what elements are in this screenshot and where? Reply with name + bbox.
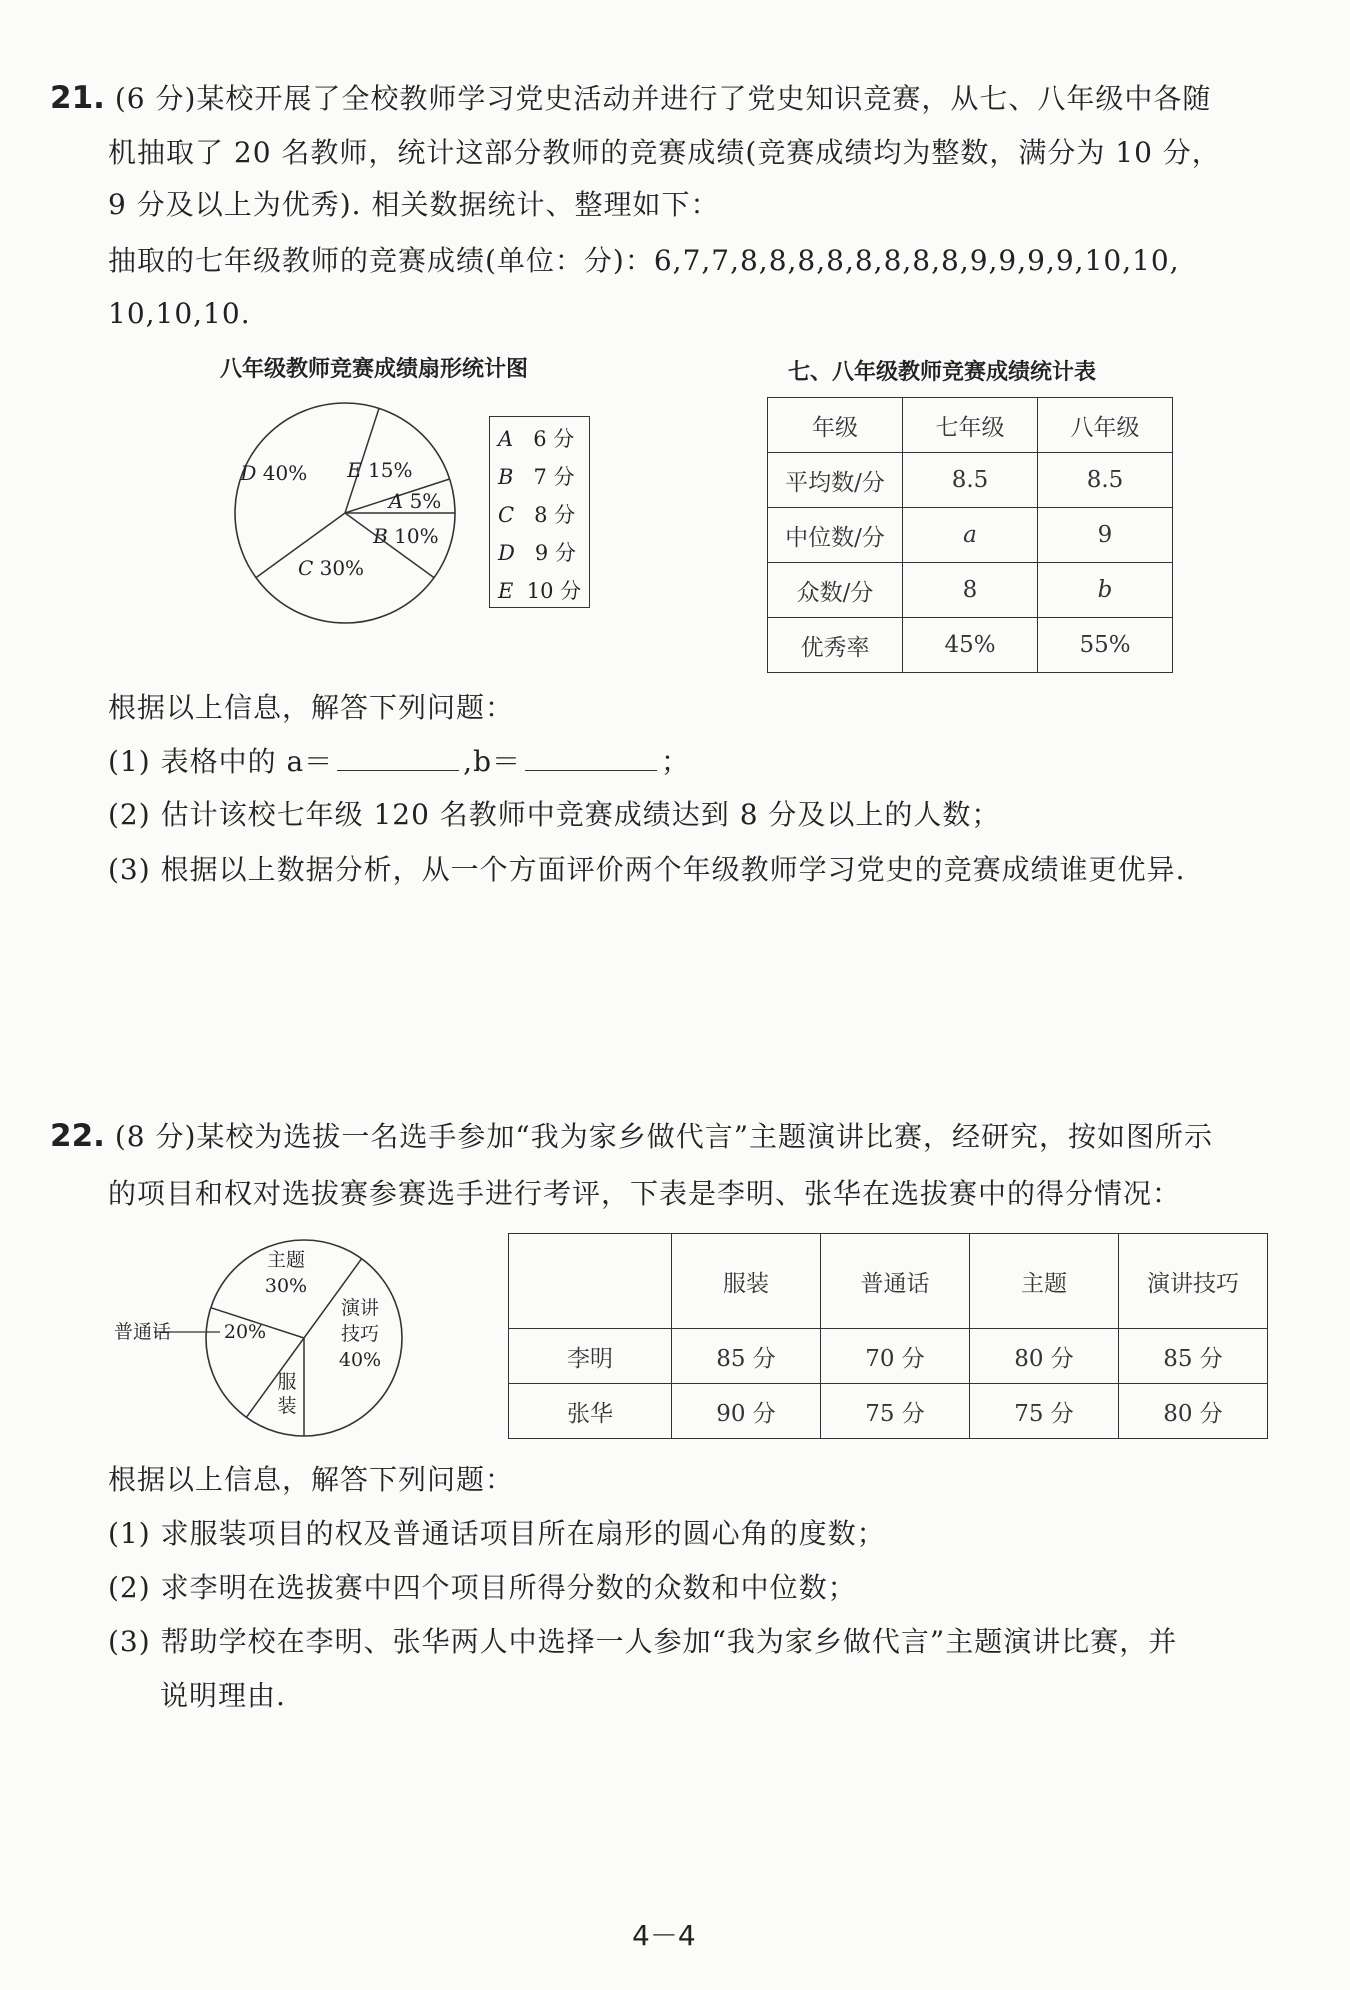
pie-slice-label-a: A 5% [388, 488, 442, 513]
table-cell: 85 分 [672, 1329, 821, 1384]
q21-text-1: (6 分)某校开展了全校教师学习党史活动并进行了党史知识竞赛，从七、八年级中各随 [114, 82, 1212, 115]
table-cell: 服装 [672, 1234, 821, 1329]
q21-line-4: 抽取的七年级教师的竞赛成绩(单位：分)：6,7,7,8,8,8,8,8,8,8,8,9,9,9,9,10,10, [108, 244, 1180, 277]
table-row [768, 618, 1173, 673]
table-cell: 张华 [509, 1384, 672, 1439]
pie-slice-label-d: D 40% [240, 460, 308, 485]
table-cell: 七年级 [903, 398, 1038, 453]
q22-number: 22. [50, 1118, 105, 1154]
q22-sub-3: (3) 帮助学校在李明、张华两人中选择一人参加“我为家乡做代言”主题演讲比赛，并 [108, 1625, 1178, 1658]
pie-slice-label-speech-skill: 技巧 [340, 1323, 380, 1345]
table-cell: 中位数/分 [768, 508, 903, 563]
table-cell: 8 [903, 563, 1038, 618]
q21-sub-2: (2) 估计该校七年级 120 名教师中竞赛成绩达到 8 分及以上的人数； [108, 798, 1001, 831]
table-cell: 75 分 [970, 1384, 1119, 1439]
q21-line-5: 10,10,10. [108, 297, 251, 330]
q22-sub-1: (1) 求服装项目的权及普通话项目所在扇形的圆心角的度数； [108, 1517, 886, 1550]
table-cell: b [1038, 563, 1173, 618]
answer-blank-b[interactable] [525, 744, 657, 771]
q22-text-1: (8 分)某校为选拔一名选手参加“我为家乡做代言”主题演讲比赛，经研究，按如图所示 [114, 1120, 1214, 1153]
q21-sub-1: (1) 表格中的 a＝ ,b＝ ； [108, 745, 691, 778]
score-table [508, 1233, 1268, 1439]
q21-line-3: 9 分及以上为优秀). 相关数据统计、整理如下： [108, 188, 720, 221]
q22-line-1 [50, 1118, 1213, 1155]
table-cell: 75 分 [821, 1384, 970, 1439]
pie-slice-label-b: B 10% [373, 524, 439, 549]
answer-blank-a[interactable] [337, 744, 459, 771]
q22-line-2: 的项目和权对选拔赛参赛选手进行考评，下表是李明、张华在选拔赛中的得分情况： [108, 1177, 1182, 1210]
table-cell: 55% [1038, 618, 1173, 673]
legend-item-e: E 10 分 [498, 579, 582, 603]
grade-stats-table [767, 397, 1173, 673]
table-cell: 45% [903, 618, 1038, 673]
q21-pie-title: 八年级教师竞赛成绩扇形统计图 [220, 357, 529, 382]
table-cell: 主题 [970, 1234, 1119, 1329]
table-cell: 平均数/分 [768, 453, 903, 508]
pie-slice-value-mandarin: 20% [223, 1321, 267, 1343]
table-cell: 年级 [768, 398, 903, 453]
pie-slice-label-clothing: 装 [277, 1395, 297, 1417]
pie-slice-label-c: C 30% [297, 556, 365, 580]
table-cell: a [903, 508, 1038, 563]
table-cell [509, 1234, 672, 1329]
legend-item-a: A 6 分 [498, 427, 575, 451]
q21-number: 21. [50, 80, 105, 116]
table-cell: 80 分 [1119, 1384, 1268, 1439]
pie-slice-label-speech-skill: 演讲 [340, 1297, 380, 1319]
q21-line-1 [50, 80, 1211, 117]
q22-intro: 根据以上信息，解答下列问题： [108, 1463, 515, 1496]
table-row [509, 1384, 1268, 1439]
legend-item-d: D 9 分 [498, 541, 576, 565]
pie-slice-label-e: E 15% [347, 458, 413, 483]
table-cell: 70 分 [821, 1329, 970, 1384]
table-row [768, 453, 1173, 508]
weights-pie-chart [110, 1238, 430, 1438]
table-cell: 八年级 [1038, 398, 1173, 453]
table-cell: 李明 [509, 1329, 672, 1384]
table-row [768, 398, 1173, 453]
q21-line-2: 机抽取了 20 名教师，统计这部分教师的竞赛成绩(竞赛成绩均为整数，满分为 10 分， [108, 136, 1221, 169]
table-cell: 85 分 [1119, 1329, 1268, 1384]
table-row [509, 1234, 1268, 1329]
q22-sub-2: (2) 求李明在选拔赛中四个项目所得分数的众数和中位数； [108, 1571, 857, 1604]
table-row [768, 563, 1173, 618]
table-row [509, 1329, 1268, 1384]
pie-slice-label-clothing: 服 [277, 1371, 297, 1393]
table-cell: 8.5 [1038, 453, 1173, 508]
grade8-pie-chart [230, 400, 460, 630]
table-row [768, 508, 1173, 563]
pie-slice-label-theme: 30% [264, 1275, 308, 1297]
pie-slice-label-theme: 主题 [266, 1249, 306, 1271]
q21-intro: 根据以上信息，解答下列问题： [108, 691, 515, 724]
table-cell: 普通话 [821, 1234, 970, 1329]
legend-item-c: C 8 分 [498, 503, 576, 527]
pie-slice-label-mandarin: 普通话 [114, 1321, 172, 1343]
table-cell: 8.5 [903, 453, 1038, 508]
table-cell: 9 [1038, 508, 1173, 563]
pie-slice-label-speech-skill: 40% [338, 1349, 382, 1371]
table-cell: 众数/分 [768, 563, 903, 618]
table-cell: 演讲技巧 [1119, 1234, 1268, 1329]
table-cell: 优秀率 [768, 618, 903, 673]
q21-table-title: 七、八年级教师竞赛成绩统计表 [788, 360, 1097, 385]
pie-legend [489, 416, 590, 608]
table-cell: 90 分 [672, 1384, 821, 1439]
q21-sub-3: (3) 根据以上数据分析，从一个方面评价两个年级教师学习党史的竞赛成绩谁更优异. [108, 853, 1186, 886]
q22-sub-3-cont: 说明理由. [160, 1679, 286, 1712]
legend-item-b: B 7 分 [498, 465, 575, 489]
page-number: 4－4 [632, 1919, 696, 1952]
table-cell: 80 分 [970, 1329, 1119, 1384]
